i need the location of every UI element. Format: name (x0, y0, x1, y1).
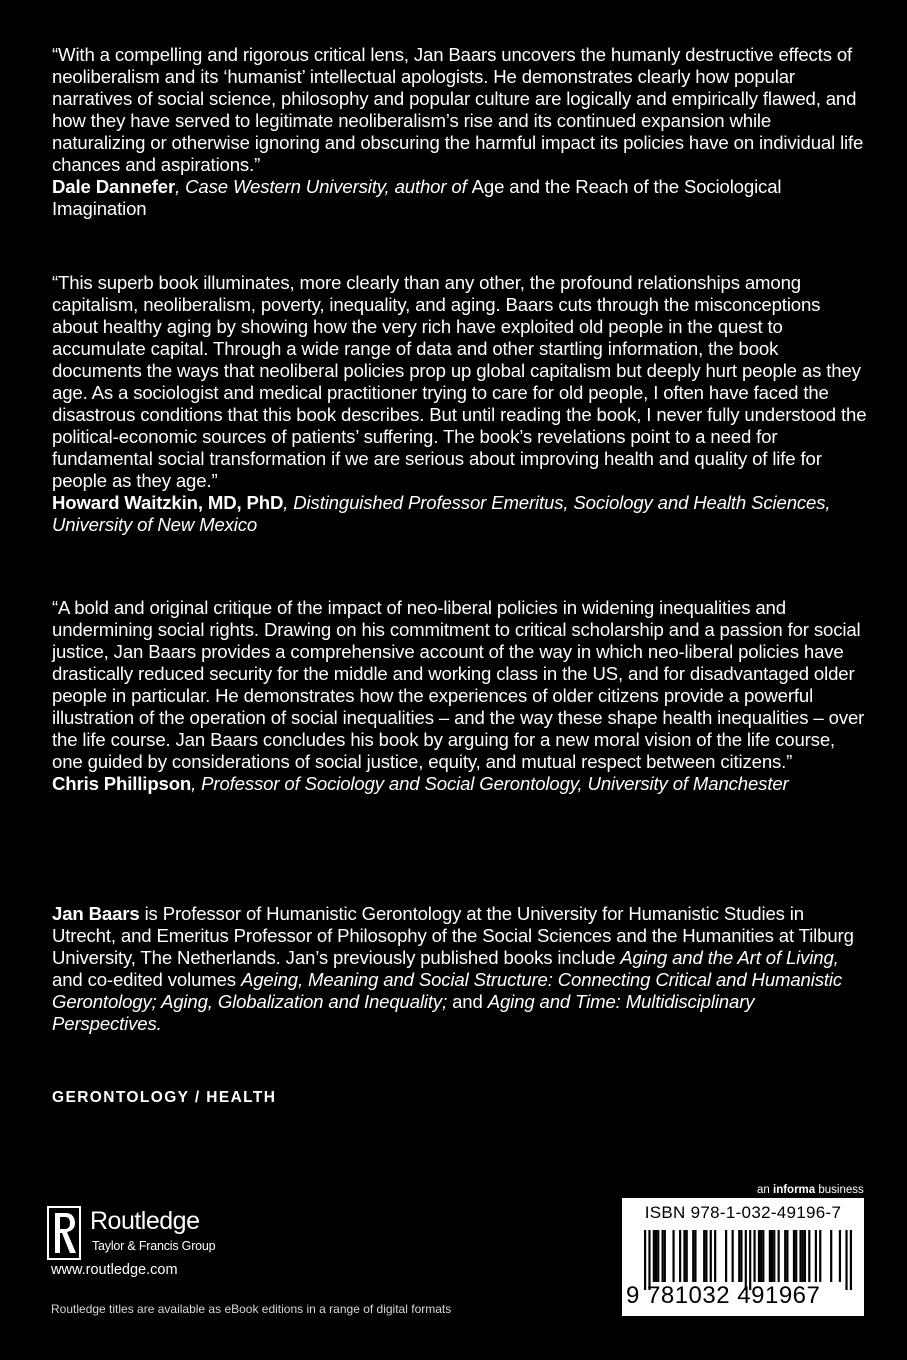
review-phillipson (52, 597, 867, 795)
review-waitzkin (52, 272, 867, 536)
barcode-bar (778, 1230, 780, 1282)
informa-brand: informa (773, 1184, 816, 1196)
barcode-bar (714, 1230, 716, 1282)
barcode-bar (762, 1230, 764, 1282)
barcode-bar (692, 1230, 694, 1282)
review-attribution (52, 773, 867, 795)
barcode-bar (758, 1230, 760, 1282)
barcode-bar (703, 1230, 705, 1282)
subject-category: GERONTOLOGY / HEALTH (52, 1089, 277, 1106)
barcode-bar (819, 1230, 821, 1282)
barcode-bar (799, 1230, 801, 1282)
review-quote: “With a compelling and rigorous critical lens, Jan Baars uncovers the humanly destructive effects of neoliberalism and its ‘humanist’ intellectual apologists. He demonstrates clearly how popular narratives of social science, philosophy and popular culture are logically and empirically flawed, and how they have served to legitimate neoliberalism’s rise and its continued expansion while naturalizing or otherwise ignoring and obscuring the harmful impact its policies have on individual life chances and aspirations.” (52, 44, 864, 175)
author-bio-text (52, 903, 867, 1035)
barcode-bar (648, 1230, 650, 1290)
bio-text-part: and (447, 991, 488, 1012)
barcode-bar (655, 1230, 657, 1282)
isbn-text: ISBN 978-1-032-49196-7 (644, 1203, 842, 1222)
barcode-bar (679, 1230, 681, 1282)
barcode-bar (808, 1230, 810, 1282)
barcode-bar (795, 1230, 797, 1282)
reviewer-affiliation: , Professor of Sociology and Social Gerontology, University of Manchester (191, 773, 789, 794)
barcode-bar (644, 1230, 646, 1290)
barcode-bar (732, 1230, 734, 1282)
publisher-website[interactable]: www.routledge.com (51, 1262, 178, 1278)
barcode-bar (771, 1230, 773, 1282)
review-dannefer (52, 44, 867, 220)
publisher-logo (46, 1205, 236, 1261)
review-attribution (52, 492, 867, 536)
barcode-bar (725, 1230, 727, 1282)
barcode-bar (839, 1230, 841, 1282)
bio-text-part: and co-edited volumes (52, 969, 241, 990)
author-bio (52, 903, 867, 1035)
barcode-digits: 9 781032 491967 (626, 1282, 821, 1309)
barcode-bar (705, 1230, 707, 1282)
barcode-bar (769, 1230, 771, 1282)
barcode-bar (657, 1230, 659, 1282)
barcode-bar (672, 1230, 674, 1282)
barcode-bar (653, 1230, 655, 1282)
barcode-bar (815, 1230, 817, 1282)
barcode-bar (745, 1230, 747, 1290)
barcode-bar (694, 1230, 696, 1282)
barcode-bar (830, 1230, 832, 1282)
review-attribution (52, 176, 867, 220)
reviewer-book-title: Age and the Reach of the Sociological Imagination (52, 176, 782, 219)
barcode-bar (740, 1230, 742, 1282)
reviewer-affiliation: , Case Western University, author of (175, 176, 472, 197)
publisher-name: Routledge (90, 1207, 200, 1235)
barcode-bar (786, 1230, 788, 1282)
bio-book-title: Ageing, Meaning and Social Structure: Connecting Critical and Humanistic Gerontology; Aging, Globalization and Inequality; (52, 969, 843, 1012)
barcode-bar (845, 1230, 847, 1290)
barcode-bar (710, 1230, 712, 1282)
reviewer-name: Howard Waitzkin, MD, PhD (52, 492, 284, 513)
barcode-bar (850, 1230, 852, 1290)
informa-business (757, 1184, 864, 1196)
review-quote: “This superb book illuminates, more clearly than any other, the profound relationships among capitalism, neoliberalism, poverty, inequality, and aging. Baars cuts through the misconceptions about healthy aging by showing how the very rich have exploited old people in the quest to accumulate capital. Through a wide range of data and other startling information, the book documents the ways that neoliberal policies prop up global capitalism but deeply hurt people as they age. As a sociologist and medical practitioner trying to care for old people, I often have faced the disastrous conditions that this book describes. But until reading the book, I never fully understood the political-economic sources of patients’ suffering. The book’s revelations point to a need for fundamental social transformation if we are serious about improving health and quality of life for people as they age.” (52, 272, 867, 491)
barcode-bar (760, 1230, 762, 1282)
reviewer-name: Dale Dannefer (52, 176, 176, 197)
barcode-bar (804, 1230, 806, 1282)
review-quote: “A bold and original critique of the impact of neo-liberal policies in widening inequalities and undermining social rights. Drawing on his commitment to critical scholarship and a passion for social justice, Jan Baars provides a comprehensive account of the way in which neo-liberal policies have drastically reduced security for the middle and working class in the US, and for disadvantaged older people in particular. He demonstrates how the experiences of older citizens provide a powerful illustration of the operation of social inequalities – and the way these shape health inequalities – over the life course. Jan Baars concludes his book by arguing for a new moral vision of the life course, one guided by considerations of social justice, equity, and mutual respect between citizens.” (52, 597, 865, 772)
barcode-bar (662, 1230, 664, 1282)
barcode-bar (793, 1230, 795, 1282)
isbn-barcode (622, 1198, 864, 1316)
barcode-bar (738, 1230, 740, 1282)
barcode-bar (753, 1230, 755, 1282)
publisher-group: Taylor & Francis Group (92, 1239, 216, 1253)
informa-prefix: an (757, 1184, 773, 1196)
barcode-bar (784, 1230, 786, 1282)
reviewer-affiliation: , Distinguished Professor Emeritus, Sociology and Health Sciences, University of New Mexico (52, 492, 831, 535)
barcode-bar (773, 1230, 775, 1282)
author-name: Jan Baars (52, 903, 140, 924)
reviewer-name: Chris Phillipson (52, 773, 192, 794)
barcode-bar (683, 1230, 685, 1282)
barcode-bar (686, 1230, 688, 1282)
bio-book-title: Aging and Time: Multidisciplinary Perspectives. (52, 991, 755, 1034)
barcode-bar (749, 1230, 751, 1290)
informa-suffix: business (815, 1184, 864, 1196)
barcode-bar (802, 1230, 804, 1282)
bio-text-part: is Professor of Humanistic Gerontology at the University for Humanistic Studies in Utrecht, and Emeritus Professor of Philosophy of the Social Sciences and the Humanities at Tilburg University, The Netherlands. Jan’s previously published books include (52, 903, 854, 968)
barcode-bar (664, 1230, 666, 1282)
routledge-logo-icon (46, 1205, 82, 1261)
ebook-note: Routledge titles are available as eBook editions in a range of digital formats (51, 1302, 452, 1316)
bio-book-title: Aging and the Art of Living, (620, 947, 839, 968)
